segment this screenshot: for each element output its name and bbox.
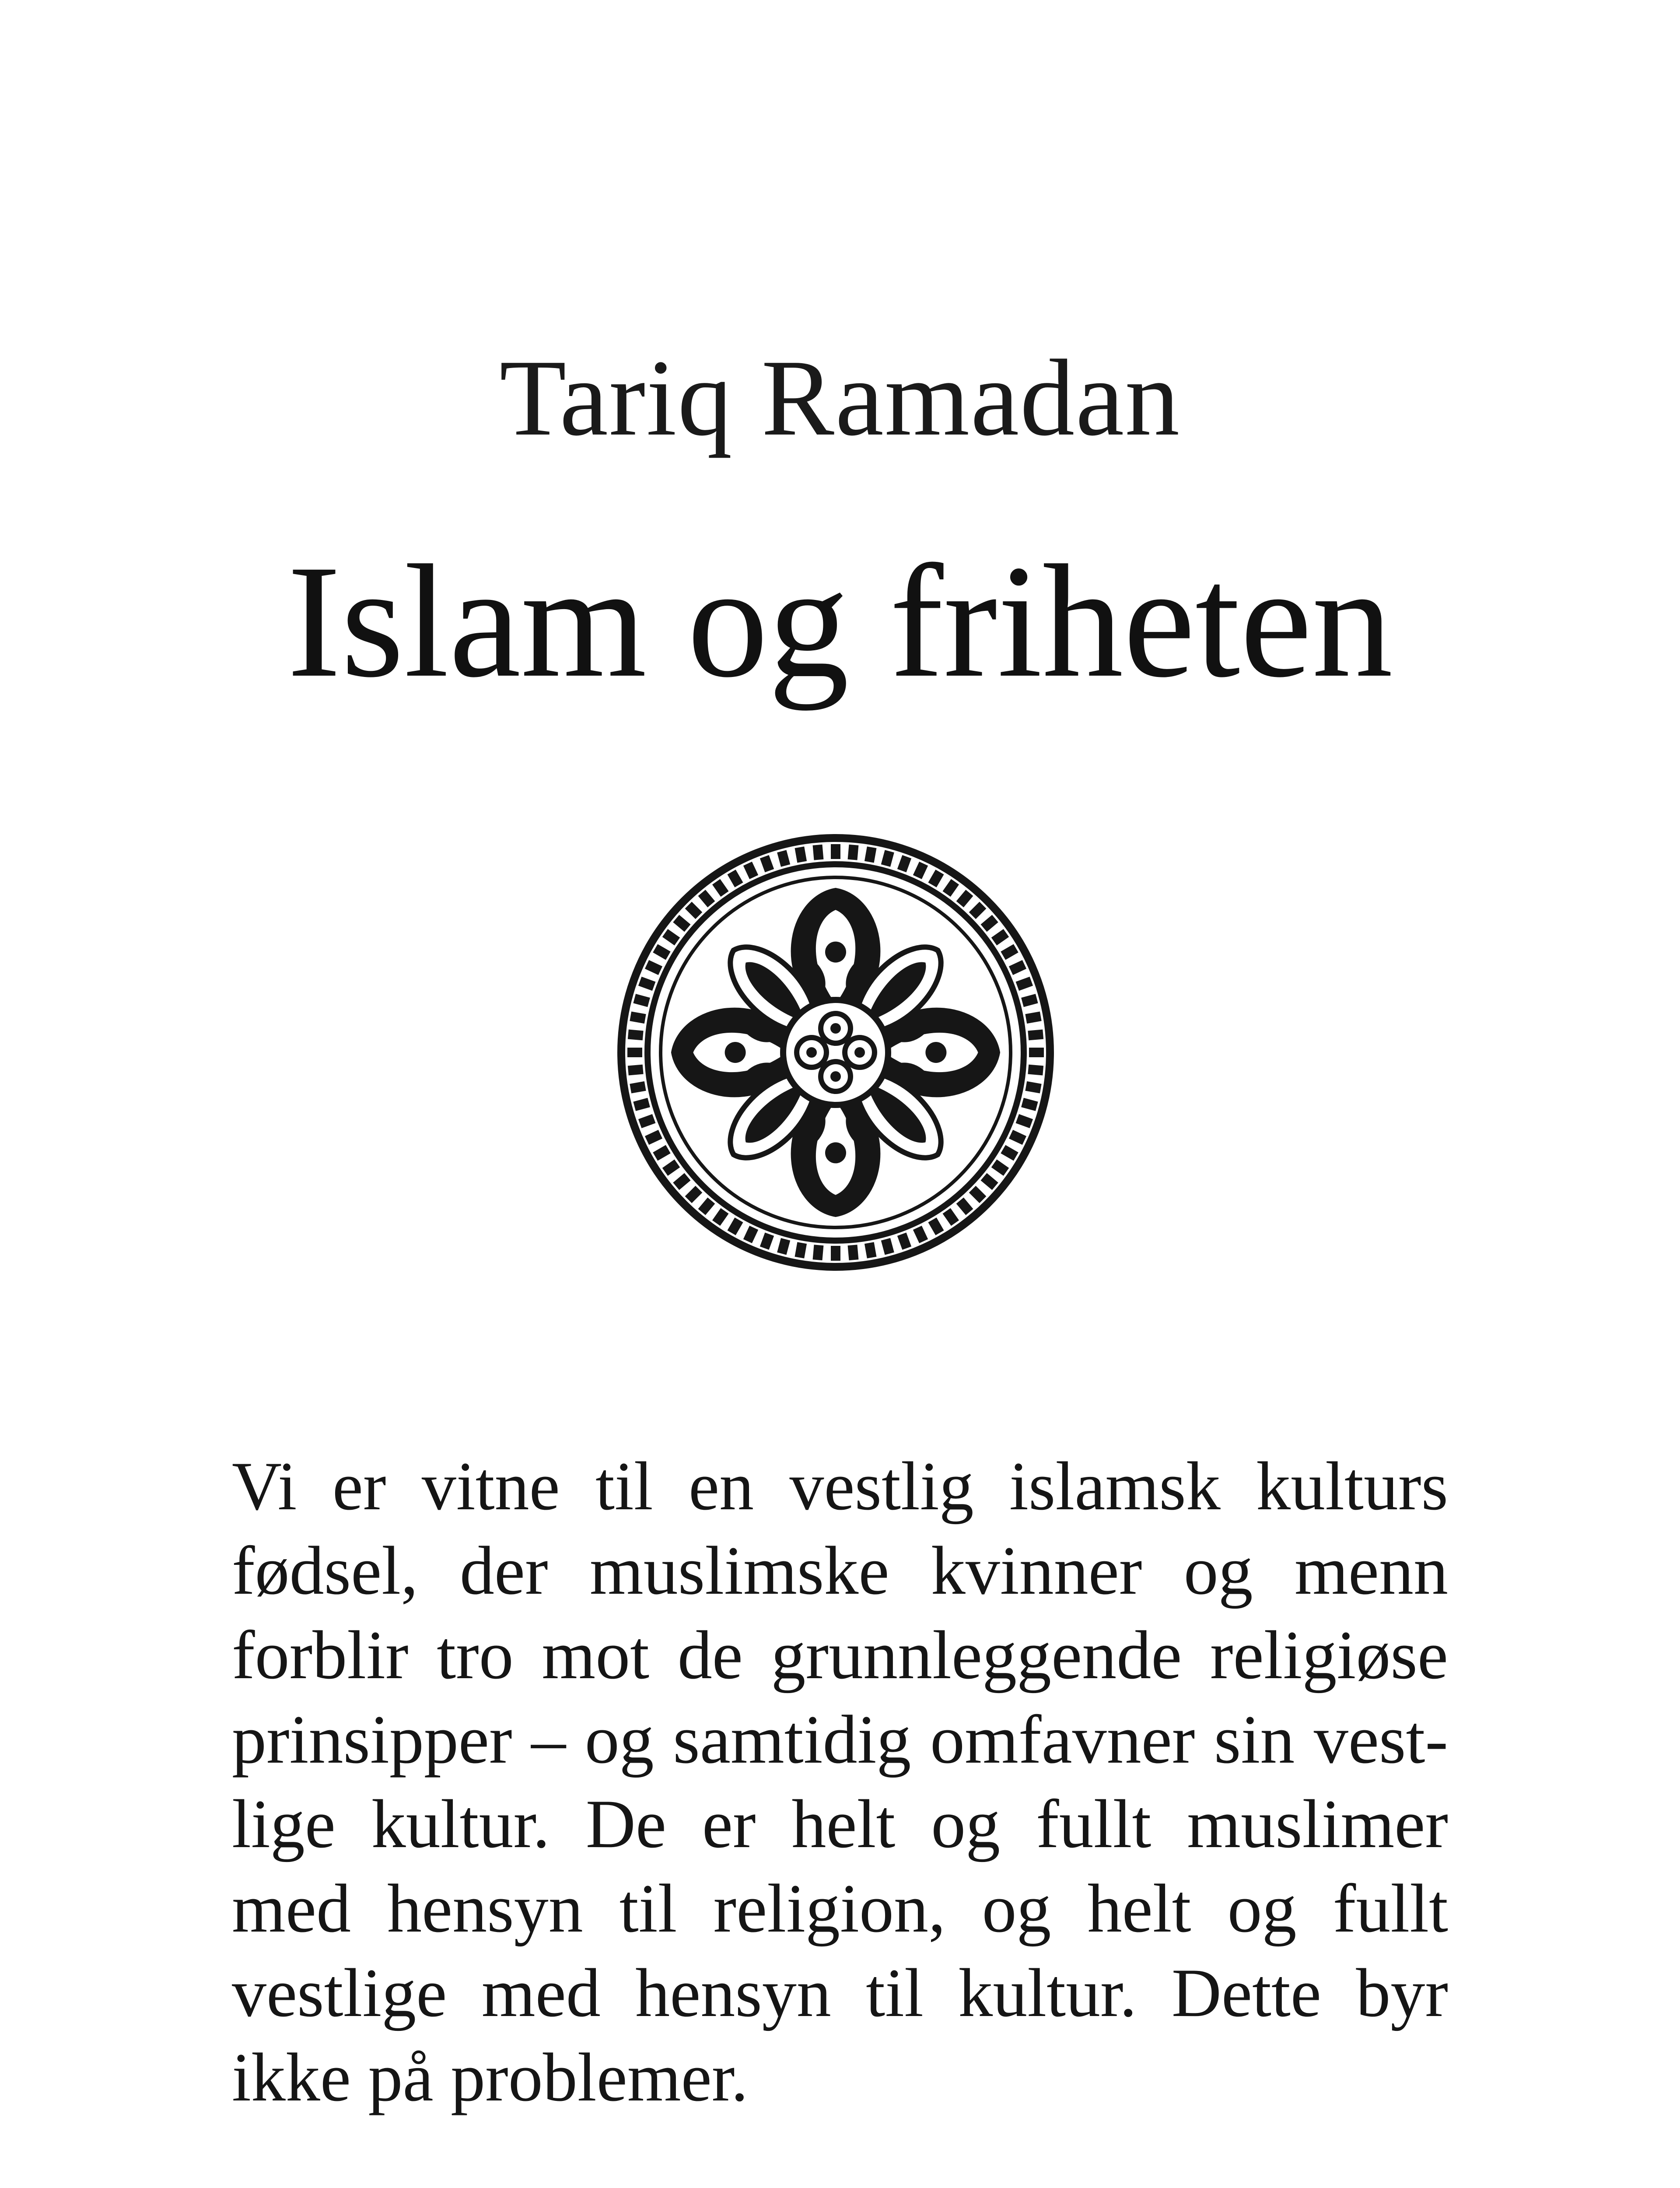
blurb-line: med hensyn til religion, og helt og fullt (232, 1870, 1448, 1947)
blurb-line: forblir tro mot de grunnleggende religiøse (232, 1617, 1448, 1694)
blurb-line: Vi er vitne til en vestlig islamsk kulturs (232, 1448, 1448, 1525)
blurb-line: fødsel, der muslimske kvinner og menn (232, 1532, 1448, 1609)
blurb-line: lige kultur. De er helt og fullt muslimer (232, 1786, 1448, 1862)
blurb-text (232, 1444, 1448, 2120)
blurb-line: prinsipper – og samtidig omfavner sin vest- (232, 1701, 1448, 1778)
author-name: Tariq Ramadan (499, 337, 1181, 459)
blurb-line: vestlige med hensyn til kultur. Dette byr (232, 1955, 1448, 2031)
ornamental-rosette-icon (617, 834, 1054, 1271)
book-title: Islam og friheten (287, 532, 1393, 711)
blurb-line: ikke på problemer. (232, 2039, 749, 2116)
